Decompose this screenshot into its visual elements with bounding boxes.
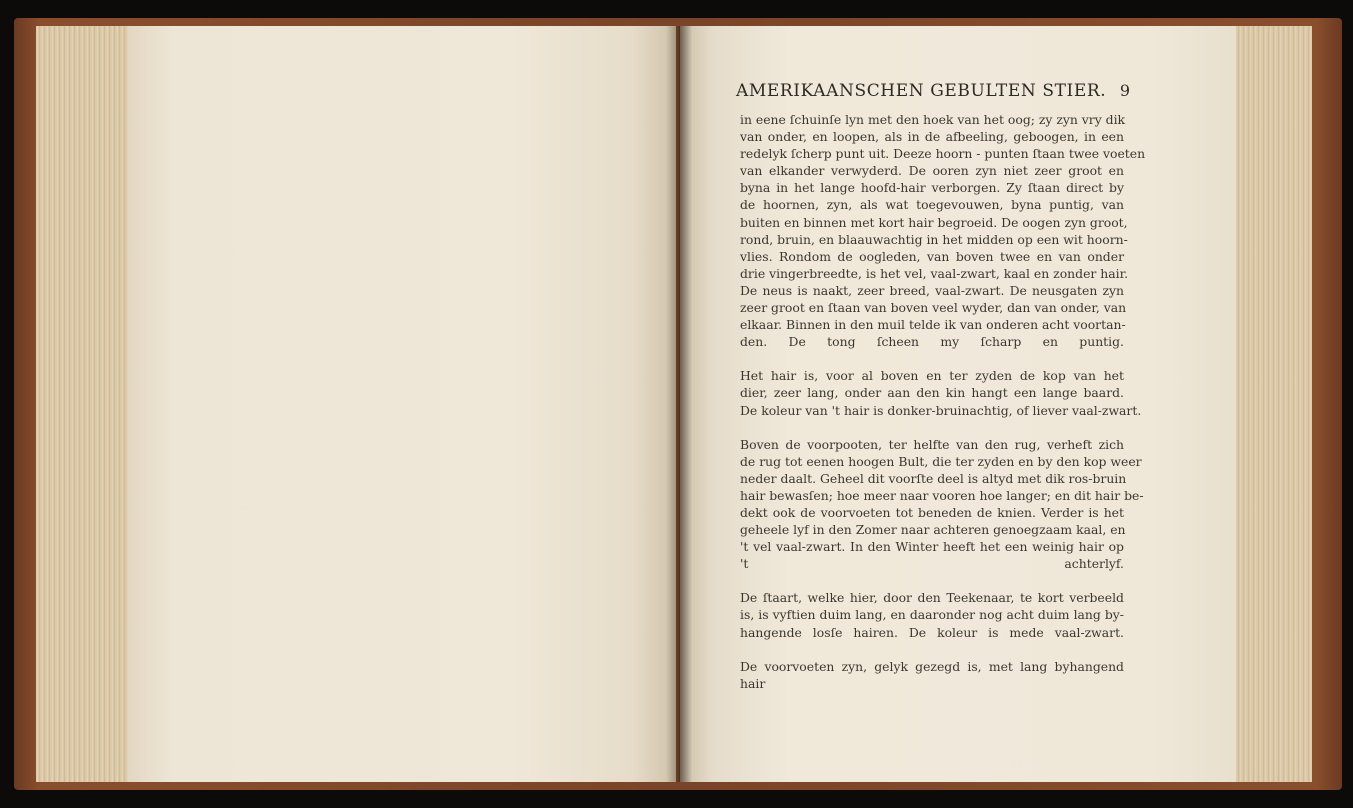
text-line: elkaar. Binnen in den muil telde ik van onderen acht voortan- [740,317,1126,333]
running-head: AMERIKAANSCHEN GEBULTEN STIER. [736,81,1107,101]
paragraph-horns-ears-eyes [740,111,1146,350]
body-text [740,111,1146,692]
text-line: rond, bruin, en blaauwachtig in het midden op een wit hoorn- [740,231,1128,247]
text-line: dier, zeer lang, onder aan den kin hangt een lange baard. [740,385,1124,401]
page-header [736,81,1130,107]
text-line: drie vingerbreedte, is het vel, vaal-zwart, kaal en zonder hair. [740,265,1129,281]
paragraph-forefeet [740,658,1124,692]
text-line: neder daalt. Geheel dit voorſte deel is altyd met dik ros-bruin [740,470,1127,486]
page-number: 9 [1119,81,1130,100]
text-line: 't vel vaal-zwart. In den Winter heeft het een weinig hair op [740,539,1124,555]
text-line: vlies. Rondom de oogleden, van boven twee en van onder [740,248,1124,264]
text-line: byna in het lange hoofd-hair verborgen. Zy ſtaan direct by [740,180,1124,196]
text-line: hangende losſe hairen. De koleur is mede vaal-zwart. [740,624,1124,640]
text-line: Boven de voorpooten, ter helfte van den rug, verheft zich [740,436,1124,452]
text-line: is, is vyftien duim lang, en daaronder nog acht duim lang by- [740,607,1124,623]
catchword: hair [740,675,766,691]
text-line: den. De tong ſcheen my ſcharp en puntig. [740,334,1124,350]
text-line: dekt ook de voorvoeten tot beneden de knien. Verder is het [740,504,1124,520]
text-line: buiten en binnen met kort hair begroeid. De oogen zyn groot, [740,214,1128,230]
text-line: de hoornen, zyn, als wat toegevouwen, byna puntig, van [740,197,1124,213]
text-line: van elkander verwyderd. De ooren zyn niet zeer groot en [740,163,1124,179]
text-line: De neus is naakt, zeer breed, vaal-zwart. De neusgaten zyn [740,282,1124,298]
left-page-blank [128,26,676,782]
book-gutter [666,26,692,782]
text-line: geheele lyf in den Zomer naar achteren genoegzaam kaal, en [740,522,1126,538]
text-line: De ſtaart, welke hier, door den Teekenaar, te kort verbeeld [740,590,1124,606]
paragraph-hair [740,367,1142,418]
text-line: 't achterlyf. [740,556,1124,572]
text-line: De koleur van 't hair is donker-bruinachtig, of liever vaal-zwart. [740,402,1142,418]
left-page-edges [36,26,136,782]
right-page-edges [1232,26,1312,782]
text-line: De voorvoeten zyn, gelyk gezegd is, met lang byhangend [740,658,1124,674]
paragraph-hump [740,436,1144,573]
text-line: de rug tot eenen hoogen Bult, die ter zyden en by den kop weer [740,453,1142,469]
text-line: zeer groot en ſtaan van boven veel wyder, dan van onder, van [740,300,1127,316]
text-line: van onder, en loopen, als in de afbeeling, geboogen, in een [740,129,1124,145]
text-line: hair bewasſen; hoe meer naar vooren hoe langer; en dit hair be- [740,487,1144,503]
text-line: redelyk ſcherp punt uit. Deeze hoorn - punten ſtaan twee voeten [740,146,1146,162]
paragraph-tail [740,589,1124,640]
text-line: in eene ſchuinſe lyn met den hoek van het oog; zy zyn vry dik [740,112,1126,127]
text-line: Het hair is, voor al boven en ter zyden de kop van het [740,368,1124,384]
